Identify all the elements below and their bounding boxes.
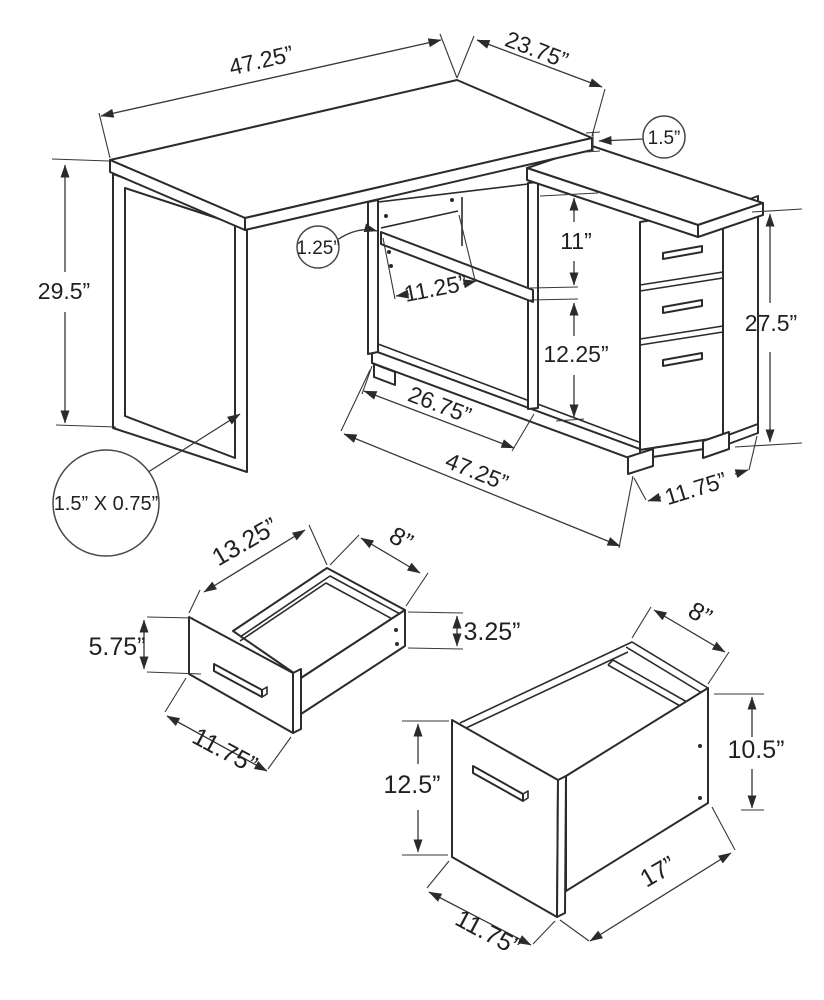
pilot-hole-dot: [387, 250, 391, 254]
dimension-stub-right: [735, 470, 748, 474]
file-drawer-front-width-label: 11.75”: [450, 904, 525, 962]
cabinet-front-face: [640, 209, 723, 450]
desk-top-thickness-label: 1.5”: [647, 128, 681, 149]
shelf-depth-label: 11.25”: [401, 269, 470, 307]
back-wall-inner-edge: [626, 647, 702, 693]
cabinet-width-label: 11.75”: [661, 466, 730, 511]
front-panel-end-face: [557, 776, 566, 917]
small-drawer-depth-label: 13.25”: [207, 512, 283, 572]
shelf-to-base-label: 12.25”: [543, 341, 609, 367]
dim-upper-opening: [530, 193, 598, 300]
shelf-to-top-label: 11”: [560, 228, 592, 254]
extension-ticks: [408, 612, 463, 649]
cabinet-height-label: 27.5”: [744, 310, 798, 336]
dim-desk-height: [38, 159, 116, 427]
leg-profile-label: 1.5” X 0.75”: [53, 493, 159, 515]
hanging-file-rail: [608, 660, 687, 707]
desk-drawer-cabinet: [628, 196, 758, 474]
shelf-back-edge: [381, 211, 458, 228]
desk-diagram: [38, 26, 802, 556]
left-wall-inner-edge: [466, 652, 628, 728]
dim-file-drawer-side-height: [714, 694, 784, 810]
shelf-left-panel: [368, 200, 378, 354]
file-drawer-diagram: [384, 596, 785, 961]
file-drawer-side-height-label: 10.5”: [727, 736, 785, 764]
leader-line: [599, 139, 644, 141]
front-panel-end-face: [293, 669, 301, 733]
front-panel-face: [452, 720, 558, 917]
pilot-hole-dot: [389, 264, 393, 268]
opening-width-label: 26.75”: [404, 380, 475, 429]
file-drawer-front-height-label: 12.5”: [383, 771, 441, 799]
pilot-hole-dot: [394, 628, 398, 632]
desk-shelf-thickness-label: 1.25”: [296, 238, 340, 259]
dim-small-drawer-front-height: [89, 617, 201, 674]
small-drawer-width-label: 8”: [384, 521, 418, 557]
leg-frame-inner: [125, 188, 235, 458]
small-drawer-front-width-label: 11.75”: [187, 722, 262, 780]
pilot-hole-dot: [450, 198, 454, 202]
desk-top-length-label: 47.25”: [226, 40, 296, 81]
small-drawer-side-height-label: 3.25”: [463, 618, 521, 646]
file-drawer-width-label: 8”: [683, 596, 717, 632]
file-drawer-front: [452, 720, 566, 917]
pilot-hole-dot: [395, 642, 399, 646]
pilot-hole-dot: [384, 214, 388, 218]
dimension-stub-left: [648, 497, 661, 501]
file-drawer-depth-label: 17”: [635, 850, 681, 894]
pilot-hole-dot: [698, 744, 702, 748]
base-length-label: 47.25”: [441, 447, 513, 496]
dimension-line: [344, 434, 620, 546]
box-right-wall-face: [566, 688, 708, 894]
callout-shelf-thickness: [296, 226, 377, 268]
dim-file-drawer-front-height: [384, 721, 449, 855]
small-drawer-front-height-label: 5.75”: [88, 633, 146, 661]
pilot-hole-dot: [698, 796, 702, 800]
desk-height-label: 29.5”: [37, 278, 91, 304]
dim-lower-opening: [543, 303, 608, 421]
desk-return-depth-label: 23.75”: [501, 25, 572, 74]
dim-small-drawer-side-height: [408, 612, 520, 649]
